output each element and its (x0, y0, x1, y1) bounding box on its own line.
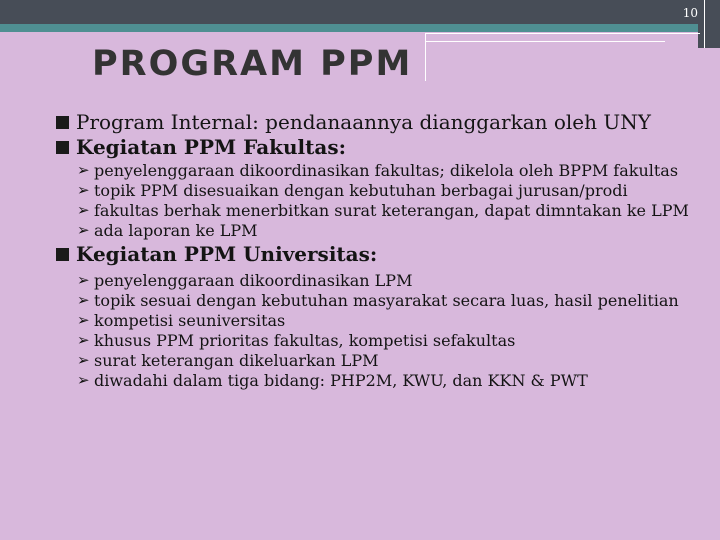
arrow-bullet-icon: ➢ (77, 181, 90, 199)
square-bullet-icon (56, 116, 69, 129)
subitem-text: topik PPM disesuaikan dengan kebutuhan berbagai jurusan/prodi (94, 181, 628, 200)
sub-list-item (56, 291, 706, 310)
arrow-bullet-icon: ➢ (77, 221, 90, 239)
top-bar (0, 0, 720, 24)
list-item (56, 110, 706, 135)
arrow-bullet-icon: ➢ (77, 371, 90, 389)
sub-list-item (56, 371, 706, 390)
subitem-text: fakultas berhak menerbitkan surat keterangan, dapat dimntakan ke LPM (94, 201, 689, 220)
slide-number: 10 (682, 6, 698, 20)
subitem-text: khusus PPM prioritas fakultas, kompetisi sefakultas (94, 331, 516, 350)
page-title: PROGRAM PPM (92, 44, 413, 84)
arrow-bullet-icon: ➢ (77, 201, 90, 219)
sub-list-item (56, 161, 706, 180)
subitem-text: topik sesuai dengan kebutuhan masyarakat secara luas, hasil penelitian (94, 291, 679, 310)
arrow-bullet-icon: ➢ (77, 291, 90, 309)
sub-list-item (56, 311, 706, 330)
item-text: Program Internal: pendanaannya dianggarkan oleh UNY (76, 110, 651, 134)
accent-band (0, 24, 720, 32)
item-text: Kegiatan PPM Fakultas: (76, 135, 346, 159)
subitem-text: ada laporan ke LPM (94, 221, 258, 240)
subitem-text: diwadahi dalam tiga bidang: PHP2M, KWU, dan KKN & PWT (94, 371, 588, 390)
title-rule-vertical (425, 33, 426, 81)
sub-list-item (56, 271, 706, 290)
sub-list-item (56, 221, 706, 240)
list-item (56, 242, 706, 267)
bullet-list (56, 110, 706, 390)
square-bullet-icon (56, 248, 69, 261)
subitem-text: surat keterangan dikeluarkan LPM (94, 351, 379, 370)
item-text: Kegiatan PPM Universitas: (76, 242, 378, 266)
arrow-bullet-icon: ➢ (77, 331, 90, 349)
square-bullet-icon (56, 141, 69, 154)
sub-list-item (56, 331, 706, 350)
corner-line (704, 0, 705, 48)
subitem-text: kompetisi seuniversitas (94, 311, 286, 330)
title-rule-inner (425, 41, 665, 42)
corner-block (698, 0, 720, 48)
sub-list-item (56, 351, 706, 370)
arrow-bullet-icon: ➢ (77, 351, 90, 369)
sub-list-item (56, 181, 706, 200)
subitem-text: penyelenggaraan dikoordinasikan fakultas; dikelola oleh BPPM fakultas (94, 161, 679, 180)
title-rule (425, 33, 700, 34)
subitem-text: penyelenggaraan dikoordinasikan LPM (94, 271, 413, 290)
arrow-bullet-icon: ➢ (77, 271, 90, 289)
arrow-bullet-icon: ➢ (77, 161, 90, 179)
list-item (56, 135, 706, 160)
arrow-bullet-icon: ➢ (77, 311, 90, 329)
sub-list-item (56, 201, 706, 220)
